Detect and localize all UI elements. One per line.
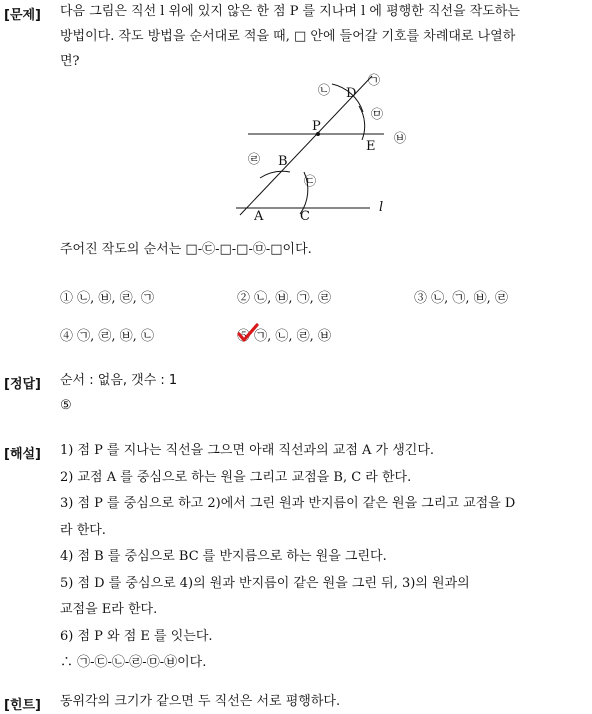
explanation-text [60,438,588,677]
choice-4[interactable] [60,325,154,344]
marker-digeut: ㉢ [304,174,317,188]
choice-1-number: ① [60,291,74,306]
explanation-line-7: 교점을 E라 한다. [60,602,158,617]
answer-label: [정답] [4,377,41,392]
explanation-label: [해설] [4,447,41,462]
answer-text [60,368,588,418]
arc-e [359,106,365,140]
choice-3-text: ㉡, ㉠, ㉥, ㉣ [431,291,508,306]
question-label: [문제] [4,8,41,23]
explanation-line-3: 3) 점 P 를 중심으로 하고 2)에서 그린 원과 반지름이 같은 원을 그리고 교점을 D [60,496,516,511]
answer-line-1: 순서 : 없음, 갯수 : 1 [60,373,178,388]
question-line-2: 방법이다. 작도 방법을 순서대로 적을 때, □ 안에 들어갈 기호를 차례대로 나열하 [60,29,516,44]
explanation-line-8: 6) 점 P 와 점 E 를 잇는다. [60,628,213,644]
explanation-line-4: 라 한다. [60,522,106,538]
choice-5-number: ⑤ [237,329,251,344]
choice-1-text: ㉡, ㉥, ㉣, ㉠ [77,291,154,306]
label-b: B [278,154,288,169]
label-d: D [346,86,357,101]
marker-bieup: ㉥ [394,131,407,145]
choice-3-number: ③ [414,291,428,306]
label-e: E [366,139,376,154]
marker-giyeok: ㉠ [368,73,381,87]
explanation-line-2: 2) 교점 A 를 중심으로 하는 원을 그리고 교점을 B, C 라 한다. [60,469,412,485]
question-line-1: 다음 그림은 직선 l 위에 있지 않은 한 점 P 를 지나며 l 에 평행한 직선을 작도하는 [60,4,520,19]
explanation-line-9: ∴ ㉠-㉢-㉡-㉣-㉤-㉥이다. [60,655,207,670]
label-c: C [300,209,310,222]
explanation-line-6: 5) 점 D 를 중심으로 4)의 원과 반지름이 같은 원을 그린 뒤, 3)의 원과의 [60,575,470,591]
label-p: P [312,119,321,134]
choice-2[interactable] [237,287,331,306]
arc-b-center-a [260,171,290,178]
label-a: A [254,209,264,222]
explanation-line-1: 1) 점 P 를 지나는 직선을 그으면 아래 직선과의 교점 A 가 생긴다. [60,443,435,458]
hint-text: 동위각의 크기가 같으면 두 직선은 서로 평행하다. [60,694,341,709]
choice-5-text: ㉠, ㉡, ㉣, ㉥ [254,329,331,344]
check-mark-icon [237,323,259,343]
marker-mieum: ㉤ [371,107,384,121]
choice-4-number: ④ [60,329,74,344]
answer-line-2: ⑤ [60,398,72,413]
parallel-line-construction-figure [232,62,432,222]
hint-label: [힌트] [4,698,41,713]
marker-rieul: ㉣ [248,152,261,166]
choice-3[interactable] [414,287,508,306]
explanation-line-5: 4) 점 B 를 중심으로 BC 를 반지름으로 하는 원을 그린다. [60,549,387,564]
choice-2-number: ② [237,291,251,306]
label-l: l [379,200,384,215]
choice-2-text: ㉡, ㉥, ㉠, ㉣ [254,291,331,306]
order-sentence: 주어진 작도의 순서는 □-㉢-□-□-㉤-□이다. [60,242,312,257]
marker-nieun: ㉡ [318,83,331,97]
question-line-3: 면? [60,54,80,69]
choice-4-text: ㉠, ㉣, ㉥, ㉡ [77,329,154,344]
choice-1[interactable] [60,287,154,306]
